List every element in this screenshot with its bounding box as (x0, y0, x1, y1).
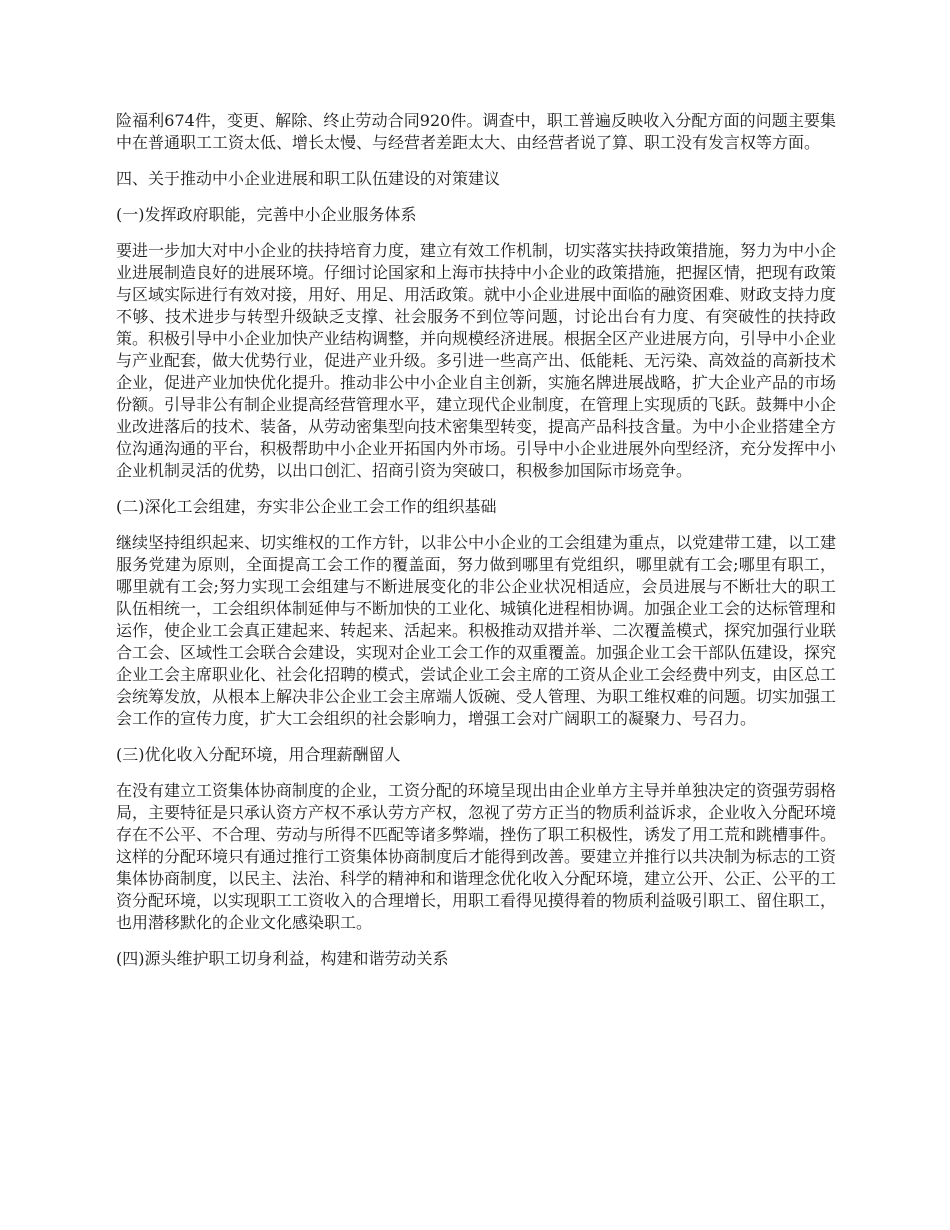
body-paragraph-union: 继续坚持组织起来、切实维权的工作方针，以非公中小企业的工会组建为重点，以党建带工建，以工建服务党建为原则，全面提高工会工作的覆盖面，努力做到哪里有党组织，哪里就有工会;哪里有职工，哪里就有工会;努力实现工会组建与不断进展变化的非公企业状况相适应，会员进展与不断壮大的职工队伍相统一，工会组织体制延伸与不断加快的工业化、城镇化进程相协调。加强企业工会的达标管理和运作，使企业工会真正建起来、转起来、活起来。积极推动双措并举、二次覆盖模式，探究加强行业联合工会、区域性工会联合会建设，实现对企业工会工作的双重覆盖。加强企业工会干部队伍建设，探究企业工会主席职业化、社会化招聘的模式，尝试企业工会主席的工资从企业工会经费中列支，由区总工会统筹发放，从根本上解决非公企业工会主席端人饭碗、受人管理、为职工维权难的问题。切实加强工会工作的宣传力度，扩大工会组织的社会影响力，增强工会对广阔职工的凝聚力、号召力。 (116, 533, 837, 728)
subsection-heading-four: (四)源头维护职工切身利益，构建和谐劳动关系 (116, 949, 449, 968)
body-paragraph-intro: 险福利674件，变更、解除、终止劳动合同920件。调查中，职工普遍反映收入分配方面的问题主要集中在普通职工工资太低、增长太慢、与经营者差距太大、由经营者说了算、职工没有发言权等方面。 (116, 111, 836, 152)
subsection-heading-two: (二)深化工会组建，夯实非公企业工会工作的组织基础 (116, 497, 497, 516)
body-paragraph-government: 要进一步加大对中小企业的扶持培育力度，建立有效工作机制，切实落实扶持政策措施，努力为中小企业进展制造良好的进展环境。仔细讨论国家和上海市扶持中小企业的政策措施，把握区情，把现有政策与区域实际进行有效对接，用好、用足、用活政策。就中小企业进展中面临的融资困难、财政支持力度不够、技术进步与转型升级缺乏支撑、社会服务不到位等问题，讨论出台有力度、有突破性的扶持政策。积极引导中小企业加快产业结构调整，并向规模经济进展。根据全区产业进展方向，引导中小企业与产业配套，做大优势行业，促进产业升级。多引进一些高产出、低能耗、无污染、高效益的高新技术企业，促进产业加快优化提升。推动非公中小企业自主创新，实施名牌进展战略，扩大企业产品的市场份额。引导非公有制企业提高经营管理水平，建立现代企业制度，在管理上实现质的飞跃。鼓舞中小企业改进落后的技术、装备，从劳动密集型向技术密集型转变，提高产品科技含量。为中小企业搭建全方位沟通沟通的平台，积极帮助中小企业开拓国内外市场。引导中小企业进展外向型经济，充分发挥中小企业机制灵活的优势，以出口创汇、招商引资为突破口，积极参加国际市场竞争。 (116, 241, 837, 480)
body-paragraph-income: 在没有建立工资集体协商制度的企业，工资分配的环境呈现出由企业单方主导并单独决定的资强劳弱格局，主要特征是只承认资方产权不承认劳方产权，忽视了劳方正当的物质利益诉求，企业收入分配环境存在不公平、不合理、劳动与所得不匹配等诸多弊端，挫伤了职工积极性，诱发了用工荒和跳槽事件。这样的分配环境只有通过推行工资集体协商制度后才能得到改善。要建立并推行以共决制为标志的工资集体协商制度，以民主、法治、科学的精神和和谐理念优化收入分配环境，建立公开、公正、公平的工资分配环境，以实现职工工资收入的合理增长，用职工看得见摸得着的物质利益吸引职工、留住职工，也用潜移默化的企业文化感染职工。 (116, 781, 837, 932)
subsection-heading-three: (三)优化收入分配环境，用合理薪酬留人 (116, 745, 401, 764)
subsection-heading-one: (一)发挥政府职能，完善中小企业服务体系 (116, 205, 417, 224)
section-heading-four: 四、关于推动中小企业进展和职工队伍建设的对策建议 (116, 169, 501, 188)
document-page (116, 110, 836, 984)
